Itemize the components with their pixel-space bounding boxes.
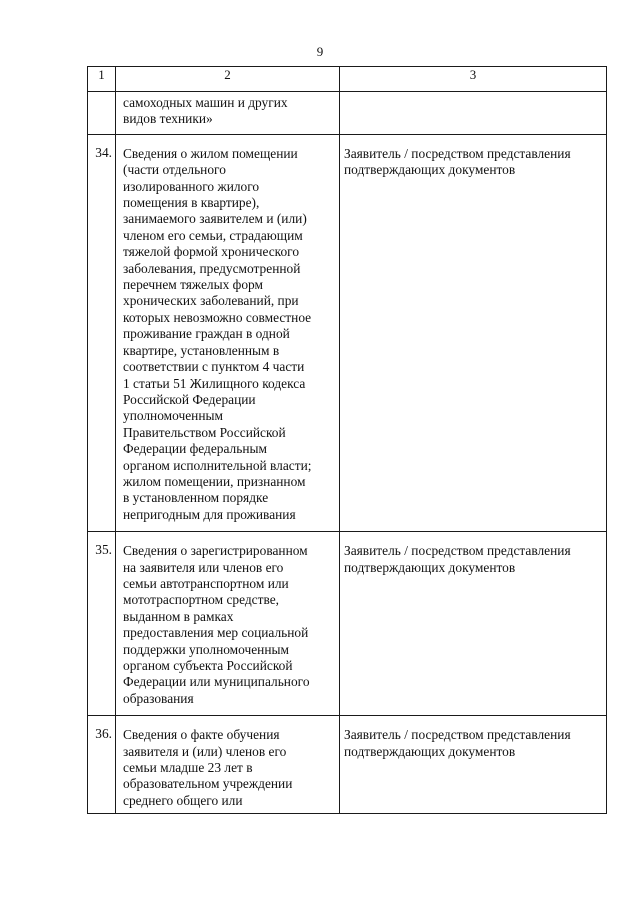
table-row <box>88 134 607 531</box>
column-header-3: 3 <box>340 67 607 92</box>
table-row <box>88 532 607 716</box>
row-number: 35. <box>88 532 116 716</box>
table-header-row <box>88 67 607 92</box>
table-row-continuation <box>88 92 607 135</box>
column-header-2: 2 <box>116 67 340 92</box>
row-number: 34. <box>88 134 116 531</box>
row-information-text: Сведения о факте обучения заявителя и (или) членов его семьи младше 23 лет в образовательном учреждении среднего общего или <box>116 716 340 814</box>
table-row <box>88 716 607 814</box>
row-source-text: Заявитель / посредством представления подтверждающих документов <box>340 716 607 814</box>
row-source-text <box>340 92 607 135</box>
row-information-text: Сведения о жилом помещении (части отдельного изолированного жилого помещения в квартире), занимаемого заявителем и (или) членом его семьи, страдающим тяжелой формой хронического заболевания, предусмотренной перечнем тяжелых форм хронических заболеваний, при которых невозможно совместное проживание граждан в одной квартире, установленным в соответствии с пунктом 4 части 1 статьи 51 Жилищного кодекса Российской Федерации уполномоченным Правительством Российской Федерации федеральным органом исполнительной власти; жилом помещении, признанном в установленном порядке непригодным для проживания <box>116 134 340 531</box>
row-number <box>88 92 116 135</box>
row-information-text: Сведения о зарегистрированном на заявителя или членов его семьи автотранспортном или мототраспортном средстве, выданном в рамках предоставления мер социальной поддержки уполномоченным органом субъекта Российской Федерации или муниципального образования <box>116 532 340 716</box>
column-header-1: 1 <box>88 67 116 92</box>
row-information-text: самоходных машин и других видов техники» <box>116 92 340 135</box>
row-source-text: Заявитель / посредством представления подтверждающих документов <box>340 532 607 716</box>
row-number: 36. <box>88 716 116 814</box>
requirements-table <box>87 66 607 814</box>
page-number: 9 <box>316 44 324 59</box>
row-source-text: Заявитель / посредством представления подтверждающих документов <box>340 134 607 531</box>
